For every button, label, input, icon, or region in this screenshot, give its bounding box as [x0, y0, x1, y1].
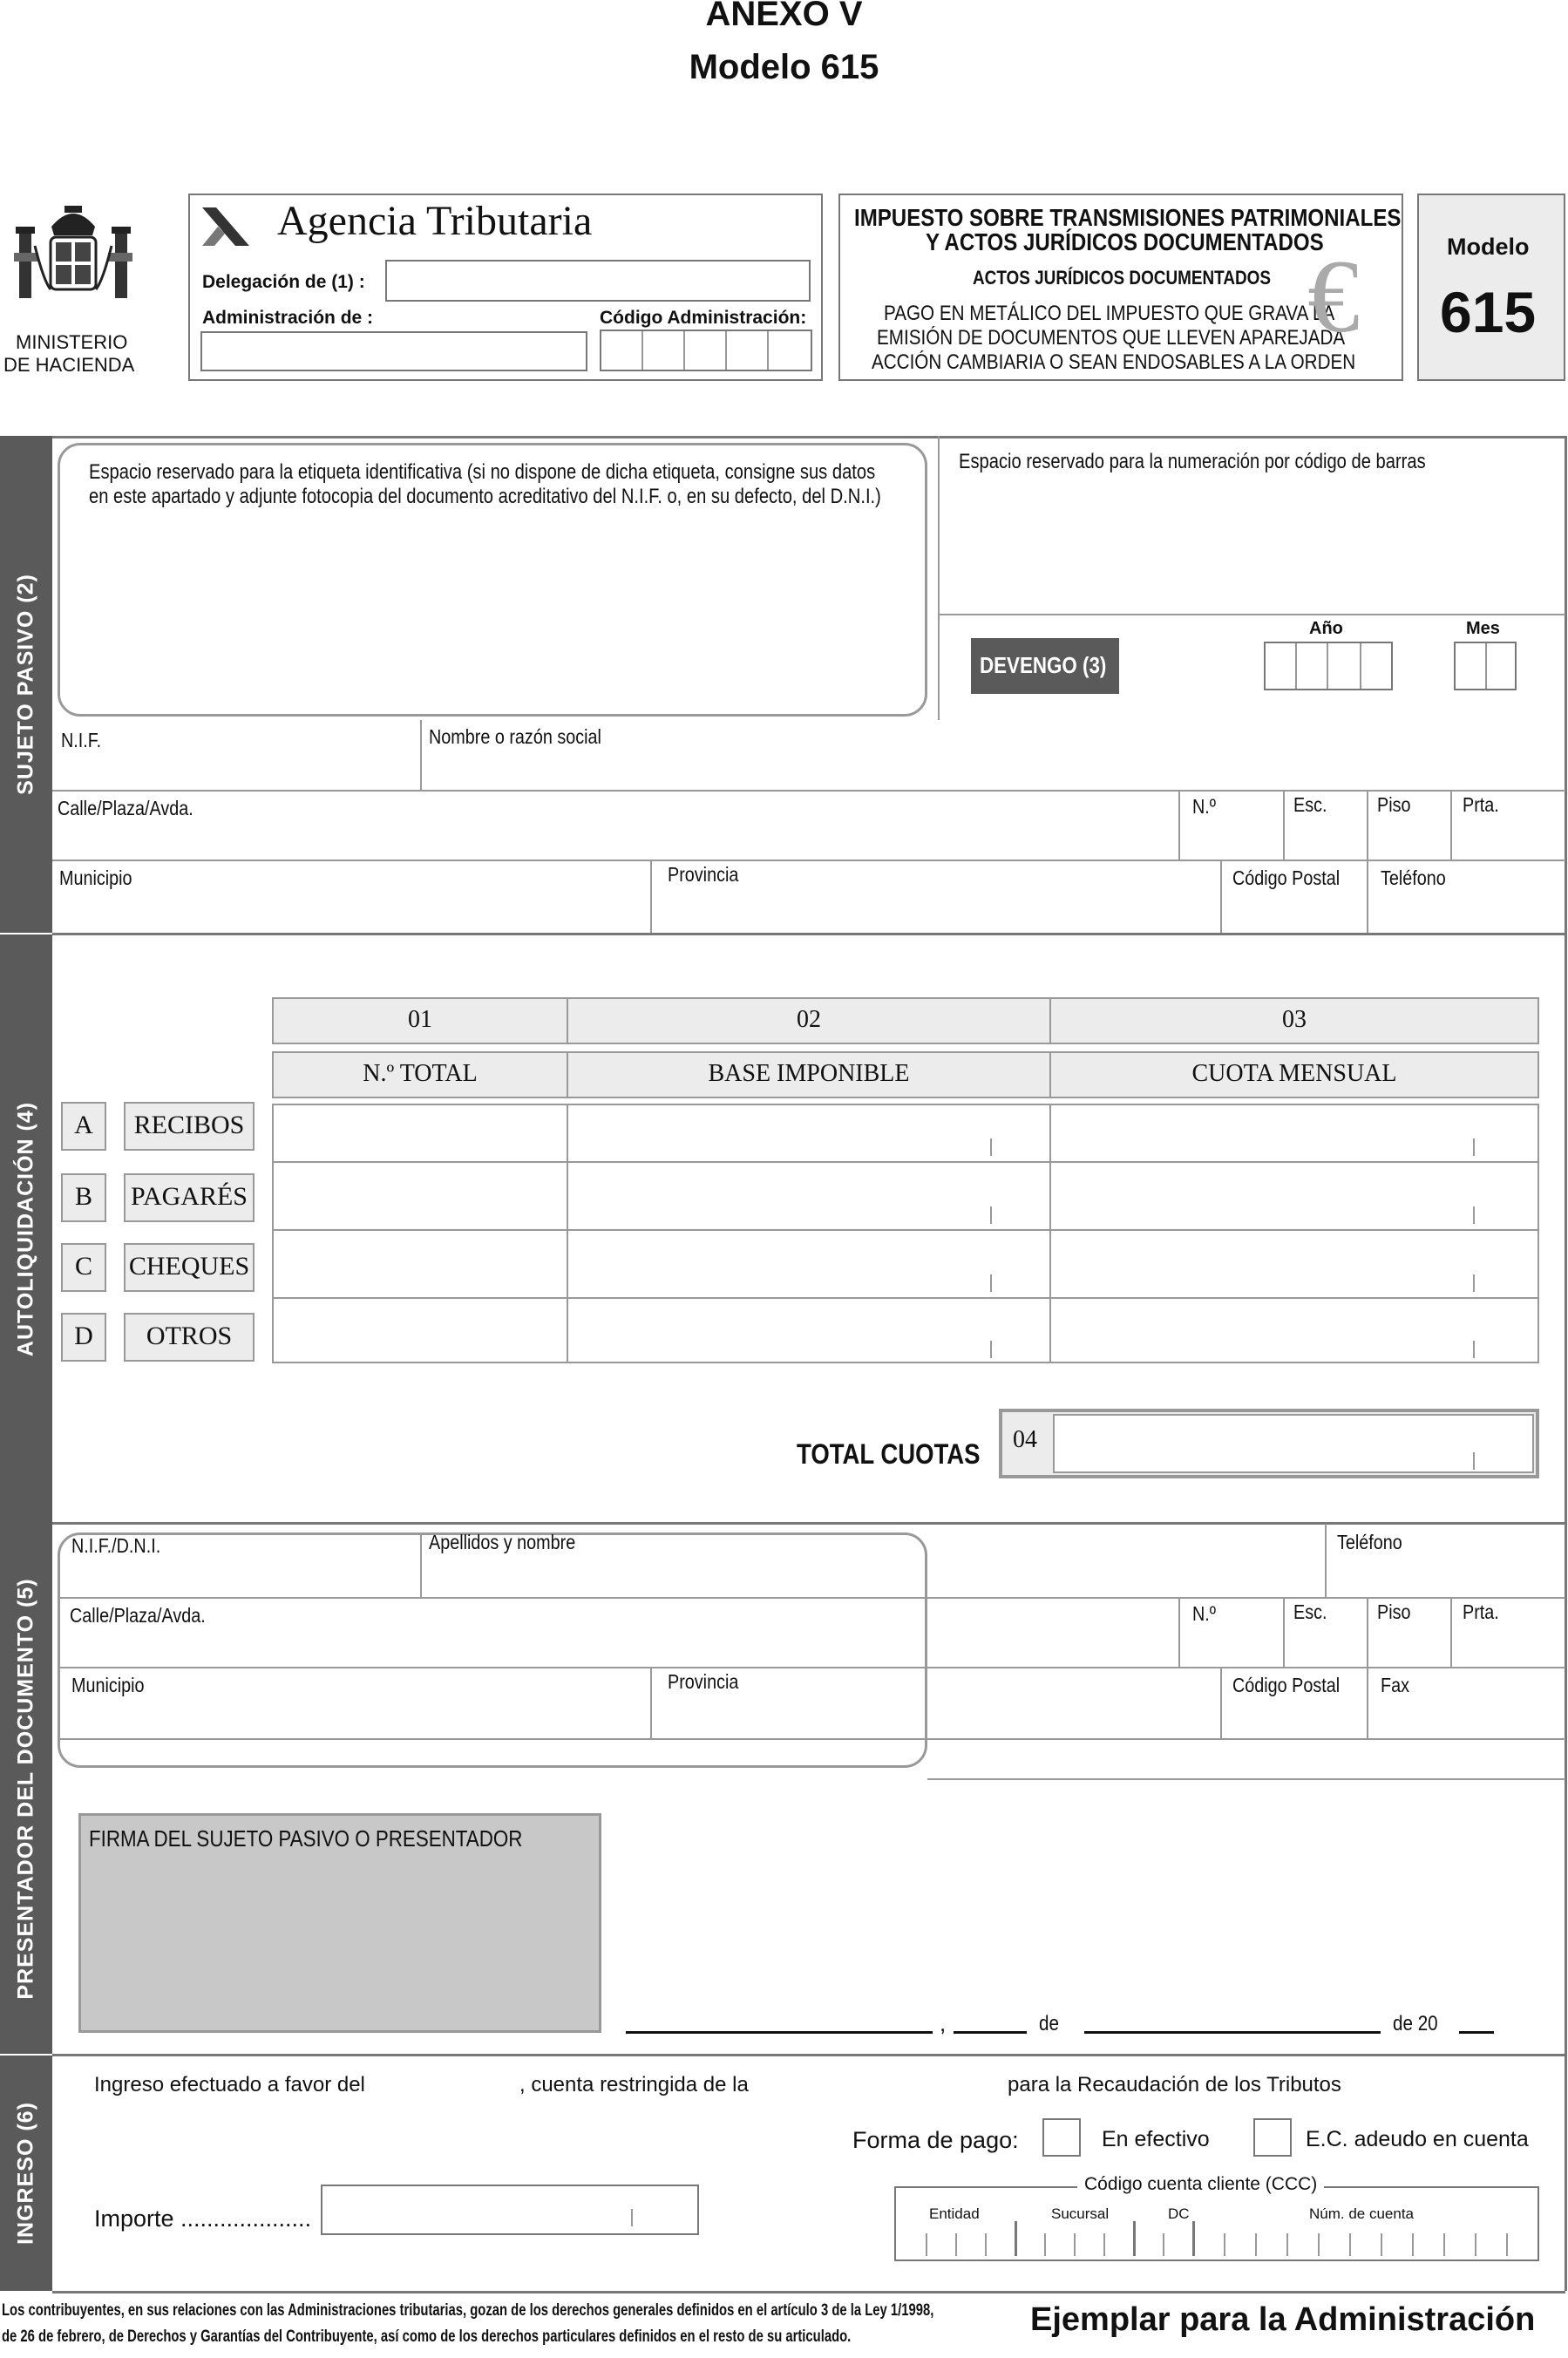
tax-title-line4: PAGO EN METÁLICO DEL IMPUESTO QUE GRAVA LA — [884, 302, 1335, 325]
presentador-provincia-label: Provincia — [668, 1670, 739, 1693]
devengo-label: DEVENGO (3) — [980, 652, 1107, 678]
municipio-field[interactable] — [54, 861, 647, 929]
ministry-name-line2: DE HACIENDA — [3, 354, 135, 376]
adeudo-checkbox[interactable] — [1253, 2118, 1292, 2157]
legal-text-line1: Los contribuyentes, en sus relaciones con las Administraciones tributarias, gozan de los derechos generales definidos en el artículo 3 de la Ley 1/1998, — [2, 2301, 934, 2320]
presentador-apellidos-field[interactable] — [422, 1527, 1323, 1597]
agency-name: Agencia Tributaria — [277, 198, 593, 244]
tax-title-line6: ACCIÓN CAMBIARIA O SEAN ENDOSABLES A LA ORDEN — [872, 350, 1356, 374]
codigo-administracion-label: Código Administración: — [600, 308, 807, 328]
importe-label: Importe .................... — [94, 2205, 312, 2232]
presentador-municipio-label: Municipio — [71, 1674, 145, 1696]
esc-label: Esc. — [1293, 793, 1327, 816]
presentador-side-label: PRESENTADOR DEL DOCUMENTO (5) — [13, 1578, 38, 2000]
presentador-nif-label: N.I.F./D.N.I. — [71, 1534, 161, 1557]
annex-title: ANEXO V — [705, 0, 863, 33]
tax-title-line3: ACTOS JURÍDICOS DOCUMENTADOS — [973, 267, 1271, 289]
ano-field[interactable] — [1264, 642, 1393, 690]
ministry-name-line1: MINISTERIO — [16, 331, 128, 353]
row-b-base-field[interactable] — [568, 1163, 1048, 1229]
row-label-pagares-text: PAGARÉS — [131, 1182, 248, 1211]
row-label-otros-text: OTROS — [146, 1322, 233, 1350]
autoliquidacion-side-label: AUTOLIQUIDACIÓN (4) — [13, 1101, 38, 1357]
euro-icon: € — [1307, 238, 1360, 354]
numero-label: N.º — [1192, 795, 1217, 818]
mes-label: Mes — [1466, 619, 1500, 638]
firma-label: FIRMA DEL SUJETO PASIVO O PRESENTADOR — [89, 1825, 523, 1852]
codigo-postal-label: Código Postal — [1232, 866, 1341, 889]
importe-field[interactable] — [321, 2185, 699, 2235]
signature-day-line[interactable] — [954, 2031, 1027, 2034]
ingreso-text-b: , cuenta restringida de la — [519, 2073, 749, 2096]
presentador-calle-label: Calle/Plaza/Avda. — [70, 1604, 206, 1627]
provincia-field[interactable] — [652, 861, 1218, 929]
presentador-prta-label: Prta. — [1463, 1600, 1499, 1623]
tax-title-line5: EMISIÓN DE DOCUMENTOS QUE LLEVEN APAREJADA — [877, 326, 1346, 350]
model-title: Modelo 615 — [689, 48, 879, 86]
sujeto-pasivo-side-label: SUJETO PASIVO (2) — [13, 574, 38, 795]
signature-place-line[interactable] — [626, 2031, 933, 2034]
row-a-total-field[interactable] — [274, 1105, 565, 1161]
row-label-cheques-text: CHEQUES — [128, 1252, 250, 1281]
presentador-numero-label: N.º — [1192, 1602, 1217, 1625]
agency-logo — [199, 204, 253, 249]
row-c-cuota-field[interactable] — [1051, 1231, 1537, 1297]
presentador-esc-label: Esc. — [1293, 1600, 1327, 1623]
nombre-label: Nombre o razón social — [429, 725, 601, 748]
legal-text-line2: de 26 de febrero, de Derechos y Garantías del Contribuyente, así como de los derechos particulares definidos en el resto de su articulado. — [2, 2327, 852, 2346]
row-c-total-field[interactable] — [274, 1231, 565, 1297]
presentador-nif-field[interactable] — [61, 1534, 417, 1597]
model-box-number: 615 — [1440, 280, 1537, 344]
ccc-digits-field[interactable] — [903, 2221, 1534, 2256]
adeudo-label: E.C. adeudo en cuenta — [1306, 2127, 1529, 2151]
piso-label: Piso — [1377, 793, 1411, 816]
sucursal-label: Sucursal — [1051, 2205, 1110, 2222]
row-letter-c-text: C — [74, 1252, 92, 1281]
telefono-label: Teléfono — [1381, 866, 1446, 889]
presentador-codigo-postal-label: Código Postal — [1232, 1674, 1341, 1696]
row-b-total-field[interactable] — [274, 1163, 565, 1229]
label-space-text-2: en este apartado y adjunte fotocopia del documento acreditativo del N.I.F. o, en su defecto, del D.N.I.) — [89, 485, 881, 508]
delegacion-label: Delegación de (1) : — [202, 272, 365, 292]
copy-label: Ejemplar para la Administración — [1030, 2301, 1536, 2338]
presentador-apellidos-label: Apellidos y nombre — [429, 1531, 576, 1553]
date-de-20-label: de 20 — [1393, 2012, 1438, 2035]
calle-field[interactable] — [54, 792, 1177, 860]
col-number-01-text: 01 — [408, 1006, 432, 1033]
ingreso-text-c: para la Recaudación de los Tributos — [1008, 2073, 1341, 2096]
ano-label: Año — [1309, 619, 1343, 638]
autoliquidacion-sidebar — [0, 934, 52, 1524]
num-cuenta-label: Núm. de cuenta — [1309, 2205, 1415, 2222]
dc-label: DC — [1168, 2205, 1190, 2222]
nif-label: N.I.F. — [61, 729, 102, 751]
municipio-label: Municipio — [59, 866, 132, 889]
col-header-cuota-mensual-text: CUOTA MENSUAL — [1191, 1060, 1397, 1087]
delegacion-field[interactable] — [385, 260, 811, 302]
total-cuotas-field[interactable] — [1053, 1414, 1534, 1473]
signature-month-line[interactable] — [1084, 2031, 1381, 2034]
presentador-provincia-field[interactable] — [652, 1668, 1218, 1736]
presentador-sidebar — [0, 1524, 52, 2054]
tax-title-line1: IMPUESTO SOBRE TRANSMISIONES PATRIMONIALES — [854, 204, 1402, 231]
row-a-cuota-field[interactable] — [1051, 1105, 1537, 1161]
ingreso-text-a: Ingreso efectuado a favor del — [94, 2073, 365, 2096]
total-cuotas-code: 04 — [1013, 1426, 1037, 1453]
presentador-telefono-label: Teléfono — [1337, 1531, 1402, 1553]
row-d-base-field[interactable] — [568, 1299, 1048, 1362]
prta-label: Prta. — [1463, 793, 1499, 816]
ccc-label: Código cuenta cliente (CCC) — [1077, 2174, 1324, 2195]
nombre-field[interactable] — [422, 720, 1564, 790]
row-label-recibos-text: RECIBOS — [133, 1111, 245, 1139]
row-letter-d-text: D — [74, 1322, 93, 1350]
date-comma: , — [940, 2010, 947, 2036]
presentador-piso-label: Piso — [1377, 1600, 1411, 1623]
model-box-label: Modelo — [1447, 234, 1530, 260]
col-header-base-imponible-text: BASE IMPONIBLE — [708, 1060, 910, 1087]
administracion-field[interactable] — [200, 331, 587, 371]
sujeto-pasivo-sidebar — [0, 436, 52, 933]
presentador-fax-label: Fax — [1381, 1674, 1409, 1696]
codigo-administracion-field[interactable] — [600, 330, 812, 371]
col-number-03-text: 03 — [1282, 1006, 1307, 1033]
tax-title-line2: Y ACTOS JURÍDICOS DOCUMENTADOS — [926, 228, 1324, 255]
presentador-telefono-field[interactable] — [1327, 1526, 1564, 1597]
row-a-base-field[interactable] — [568, 1105, 1048, 1161]
presentador-municipio-field[interactable] — [61, 1668, 647, 1736]
row-b-cuota-field[interactable] — [1051, 1163, 1537, 1229]
row-d-total-field[interactable] — [274, 1299, 565, 1362]
barcode-space-text: Espacio reservado para la numeración por código de barras — [959, 450, 1426, 473]
efectivo-label: En efectivo — [1102, 2127, 1210, 2151]
coat-of-arms-logo — [12, 194, 134, 324]
col-header-n-total-text: N.º TOTAL — [363, 1060, 478, 1087]
total-cuotas-label: TOTAL CUOTAS — [797, 1438, 981, 1470]
provincia-label: Provincia — [668, 863, 739, 886]
efectivo-checkbox[interactable] — [1042, 2118, 1081, 2157]
presentador-calle-field[interactable] — [61, 1599, 1177, 1667]
row-c-base-field[interactable] — [568, 1231, 1048, 1297]
col-number-02-text: 02 — [797, 1006, 821, 1033]
ingreso-sidebar — [0, 2056, 52, 2291]
row-letter-b-text: B — [74, 1182, 92, 1211]
ingreso-side-label: INGRESO (6) — [13, 2102, 38, 2245]
row-letter-a-text: A — [74, 1111, 93, 1139]
forma-pago-label: Forma de pago: — [852, 2127, 1019, 2153]
row-d-cuota-field[interactable] — [1051, 1299, 1537, 1362]
date-de-label: de — [1039, 2012, 1059, 2035]
signature-year-line[interactable] — [1459, 2031, 1494, 2034]
nif-field[interactable] — [54, 720, 418, 790]
entidad-label: Entidad — [929, 2205, 980, 2222]
calle-label: Calle/Plaza/Avda. — [58, 797, 193, 819]
label-space-text-1: Espacio reservado para la etiqueta identificativa (si no dispone de dicha etiqueta, consigne sus datos — [89, 460, 876, 484]
administracion-label: Administración de : — [202, 308, 374, 328]
